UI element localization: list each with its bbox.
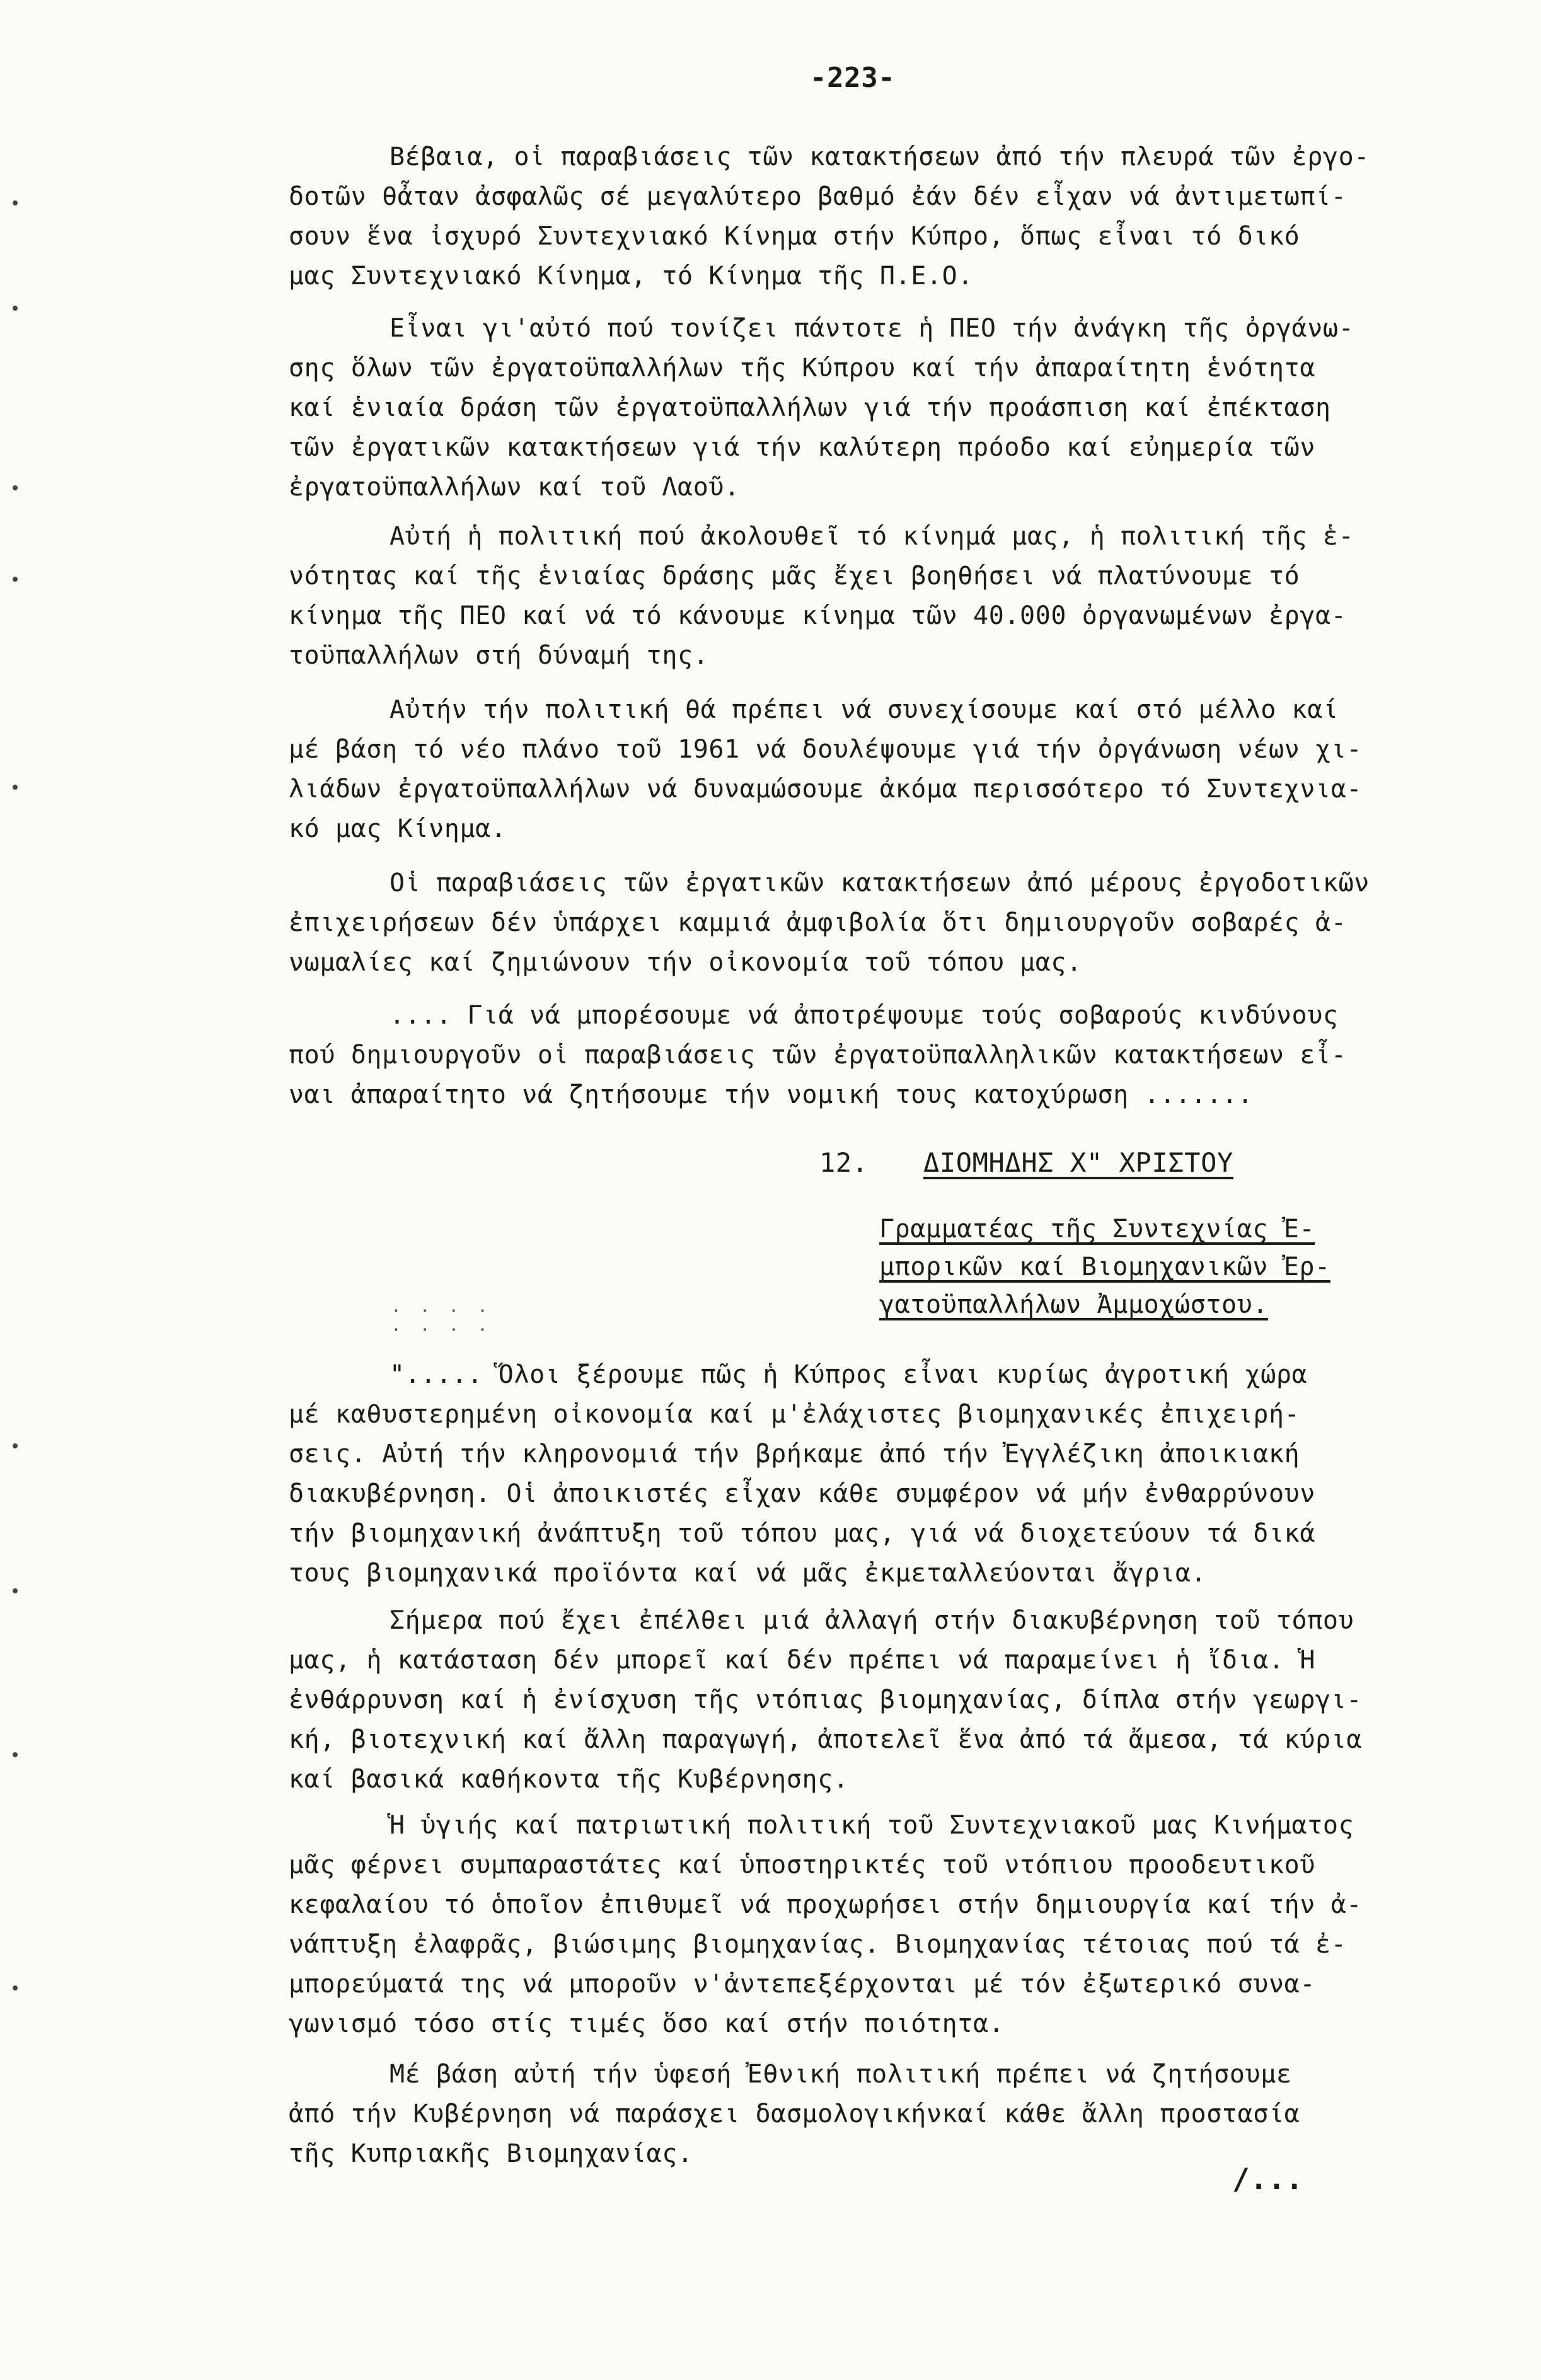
text-line: τῶν ἐργατικῶν κατακτήσεων γιά τήν καλύτερη πρόοδο καί εὐημερία τῶν xyxy=(289,433,1316,462)
margin-speck xyxy=(13,785,18,790)
text-line: καί βασικά καθήκοντα τῆς Κυβέρνησης. xyxy=(289,1765,849,1794)
text-line: κή, βιοτεχνική καί ἄλλη παραγωγή, ἀποτελεῖ ἕνα ἀπό τά ἄμεσα, τά κύρια xyxy=(289,1725,1363,1754)
margin-speck xyxy=(13,577,18,582)
margin-speck xyxy=(13,1588,18,1593)
paragraph-1 xyxy=(289,137,1436,296)
text-line: ἐργατοϋπαλλήλων καί τοῦ Λαοῦ. xyxy=(289,473,740,502)
paragraph-6 xyxy=(289,996,1436,1115)
margin-speck xyxy=(13,1752,18,1757)
text-line: κό μας Κίνημα. xyxy=(289,814,507,843)
continuation-mark: /... xyxy=(1232,2162,1304,2196)
text-line: μέ καθυστερημένη οἰκονομία καί μ'ἐλάχιστες βιομηχανικές ἐπιχειρή- xyxy=(289,1400,1300,1429)
text-line: Αὐτήν τήν πολιτική θά πρέπει νά συνεχίσουμε καί στό μέλλο καί xyxy=(390,695,1339,724)
text-line: δοτῶν θἆταν ἀσφαλῶς σέ μεγαλύτερο βαθμό ἐάν δέν εἶχαν νά ἀντιμετωπί- xyxy=(289,182,1347,211)
text-line: κεφαλαίου τό ὁποῖον ἐπιθυμεῖ νά προχωρήσει στήν δημιουργία καί τήν ἀ- xyxy=(289,1890,1363,1919)
text-line: Σήμερα πού ἔχει ἐπέλθει μιά ἀλλαγή στήν διακυβέρνηση τοῦ τόπου xyxy=(390,1606,1354,1635)
text-line: Ἡ ὑγιής καί πατριωτική πολιτική τοῦ Συντεχνιακοῦ μας Κινήματος xyxy=(390,1811,1354,1840)
text-line: κίνημα τῆς ΠΕΟ καί νά τό κάνουμε κίνημα τῶν 40.000 ὀργανωμένων ἐργα- xyxy=(289,601,1347,630)
text-line: "..... Ὅλοι ξέρουμε πῶς ἡ Κύπρος εἶναι κυρίως ἀγροτική χώρα xyxy=(390,1360,1308,1389)
speaker-number: 12. xyxy=(819,1147,869,1178)
margin-speck xyxy=(13,200,18,205)
margin-speck xyxy=(13,485,18,490)
text-line: Εἶναι γι'αὐτό πού τονίζει πάντοτε ἡ ΠΕΟ τήν ἀνάγκη τῆς ὀργάνω- xyxy=(390,314,1354,343)
margin-speck xyxy=(13,306,18,311)
speaker-title-line: γατοϋπαλλήλων Ἀμμοχώστου. xyxy=(879,1290,1269,1319)
text-line: τους βιομηχανικά προϊόντα καί νά μᾶς ἐκμεταλλεύονται ἄγρια. xyxy=(289,1559,1207,1588)
text-line: γωνισμό τόσο στίς τιμές ὅσο καί στήν ποιότητα. xyxy=(289,2009,1005,2038)
paragraph-9 xyxy=(289,1806,1436,2044)
text-line: ἀπό τήν Κυβέρνηση νά παράσχει δασμολογικήνκαί κάθε ἄλλη προστασία xyxy=(289,2100,1300,2129)
text-line: τήν βιομηχανική ἀνάπτυξη τοῦ τόπου μας, γιά νά διοχετεύουν τά δικά xyxy=(289,1519,1316,1548)
paragraph-3 xyxy=(289,517,1436,676)
text-line: .... Γιά νά μπορέσουμε νά ἀποτρέψουμε τούς σοβαρούς κινδύνους xyxy=(390,1001,1339,1030)
text-line: πού δημιουργοῦν οἱ παραβιάσεις τῶν ἐργατοϋπαλληλικῶν κατακτήσεων εἶ- xyxy=(289,1041,1347,1070)
text-line: σης ὅλων τῶν ἐργατοϋπαλλήλων τῆς Κύπρου καί τήν ἀπαραίτητη ἑνότητα xyxy=(289,354,1316,383)
text-line: Μέ βάση αὐτή τήν ὑφεσή Ἐθνική πολιτική πρέπει νά ζητήσουμε xyxy=(390,2060,1292,2089)
text-line: Βέβαια, οἱ παραβιάσεις τῶν κατακτήσεων ἀπό τήν πλευρά τῶν ἐργο- xyxy=(390,142,1370,171)
text-line: Αὐτή ἡ πολιτική πού ἀκολουθεῖ τό κίνημά μας, ἡ πολιτική τῆς ἑ- xyxy=(390,522,1354,551)
text-line: διακυβέρνηση. Οἱ ἀποικιστές εἶχαν κάθε συμφέρον νά μήν ἐνθαρρύνουν xyxy=(289,1479,1316,1508)
paragraph-2 xyxy=(289,309,1436,507)
text-line: μᾶς φέρνει συμπαραστάτες καί ὑποστηρικτές τοῦ ντόπιου προοδευτικοῦ xyxy=(289,1851,1316,1880)
margin-speck xyxy=(13,1985,18,1990)
text-line: νάπτυξη ἐλαφρᾶς, βιώσιμης βιομηχανίας. Βιομηχανίας τέτοιας πού τά ἐ- xyxy=(289,1930,1347,1959)
text-line: Οἱ παραβιάσεις τῶν ἐργατικῶν κατακτήσεων ἀπό μέρους ἐργοδοτικῶν xyxy=(390,869,1370,898)
text-line: ναι ἀπαραίτητο νά ζητήσουμε τήν νομική τους κατοχύρωση ....... xyxy=(289,1080,1254,1109)
text-line: νωμαλίες καί ζημιώνουν τήν οἰκονομία τοῦ τόπου μας. xyxy=(289,948,1082,977)
text-line: μπορεύματά της νά μποροῦν ν'ἀντεπεξέρχονται μέ τόν ἐξωτερικό συνα- xyxy=(289,1970,1316,1999)
paragraph-10 xyxy=(289,2055,1436,2174)
paragraph-7 xyxy=(289,1355,1436,1593)
text-line: λιάδων ἐργατοϋπαλλήλων νά δυναμώσουμε ἀκόμα περισσότερο τό Συντεχνια- xyxy=(289,775,1363,804)
paragraph-8 xyxy=(289,1601,1436,1799)
margin-speck xyxy=(13,1443,18,1448)
dotted-marks: · · · · · · · · xyxy=(391,1300,492,1340)
speaker-title-line: Γραμματέας τῆς Συντεχνίας Ἐ- xyxy=(879,1215,1315,1244)
text-line: ἐνθάρρυνση καί ἡ ἐνίσχυση τῆς ντόπιας βιομηχανίας, δίπλα στήν γεωργι- xyxy=(289,1685,1363,1714)
text-line: μας Συντεχνιακό Κίνημα, τό Κίνημα τῆς Π.Ε.Ο. xyxy=(289,262,974,291)
text-line: μέ βάση τό νέο πλάνο τοῦ 1961 νά δουλέψουμε γιά τήν ὀργάνωση νέων χι- xyxy=(289,735,1363,764)
text-line: τῆς Κυπριακῆς Βιομηχανίας. xyxy=(289,2139,693,2168)
speaker-name: ΔΙΟΜΗΔΗΣ Χ" ΧΡΙΣΤΟΥ xyxy=(923,1147,1233,1178)
paragraph-4 xyxy=(289,690,1436,849)
text-line: ἐπιχειρήσεων δέν ὑπάρχει καμμιά ἀμφιβολία ὅτι δημιουργοῦν σοβαρές ἀ- xyxy=(289,908,1347,937)
text-line: νότητας καί τῆς ἑνιαίας δράσης μᾶς ἔχει βοηθήσει νά πλατύνουμε τό xyxy=(289,562,1300,591)
speaker-title xyxy=(879,1210,1330,1324)
text-line: σεις. Αὐτή τήν κληρονομιά τήν βρήκαμε ἀπό τήν Ἐγγλέζικη ἀποικιακή xyxy=(289,1440,1300,1469)
text-line: μας, ἡ κατάσταση δέν μπορεῖ καί δέν πρέπει νά παραμείνει ἡ ἴδια. Ἡ xyxy=(289,1646,1316,1675)
text-line: τοϋπαλλήλων στή δύναμή της. xyxy=(289,641,709,670)
page-number: -223- xyxy=(810,62,896,94)
speaker-title-line: μπορικῶν καί Βιομηχανικῶν Ἐρ- xyxy=(879,1252,1330,1281)
text-line: καί ἑνιαία δράση τῶν ἐργατοϋπαλλήλων γιά τήν προάσπιση καί ἐπέκταση xyxy=(289,393,1331,422)
paragraph-5 xyxy=(289,864,1436,983)
text-line: σουν ἕνα ἰσχυρό Συντεχνιακό Κίνημα στήν Κύπρο, ὅπως εἶναι τό δικό xyxy=(289,222,1300,251)
